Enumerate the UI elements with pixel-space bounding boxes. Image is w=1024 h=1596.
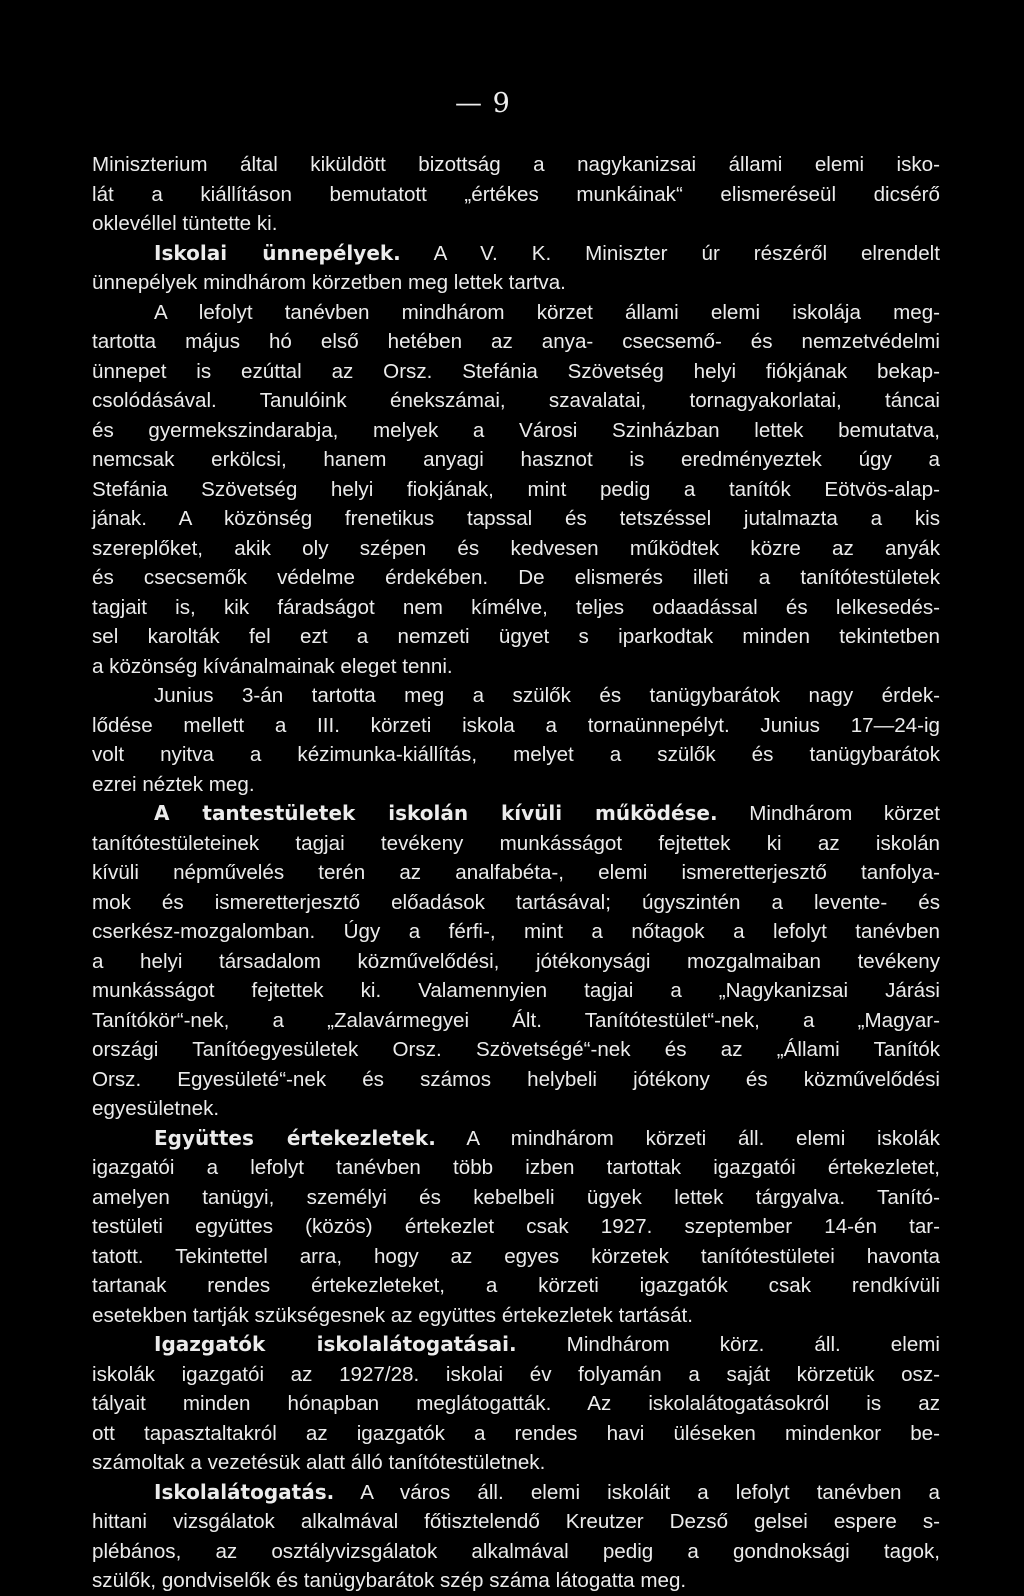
section-heading: Együttes értekezletek.	[154, 1125, 436, 1150]
text-line: ott tapasztaltakról az igazgatók a rendes havi üléseken mindenkor be-	[92, 1421, 940, 1445]
text-segment: Mindhárom körz. áll. elemi	[516, 1333, 941, 1356]
text-line: nemcsak erkölcsi, hanem anyagi hasznot is eredményeztek úgy a	[92, 448, 940, 471]
text-line: A lefolyt tanévben mindhárom körzet állami elemi iskolája meg-	[154, 300, 940, 324]
text-line: amelyen tanügyi, személyi és kebelbeli ügyek lettek tárgyalva. Tanító-	[92, 1185, 940, 1209]
text-line: igazgatói a lefolyt tanévben több izben tartottak igazgatói értekezletet,	[92, 1156, 940, 1179]
text-segment: Mindhárom körzet	[717, 802, 940, 825]
text-line: sel karolták fel ezt a nemzeti ügyet s iparkodtak minden tekintetben	[92, 625, 940, 648]
text-segment: A mindhárom körzeti áll. elemi iskolák	[435, 1126, 940, 1150]
text-line: és gyermekszindarabja, melyek a Városi Szinházban lettek bemutatva,	[92, 418, 940, 442]
text-line: a helyi társadalom közművelődési, jótékonysági mozgalmaiban tevékeny	[92, 949, 940, 973]
text-line: tartanak rendes értekezleteket, a körzeti igazgatók csak rendkívüli	[92, 1274, 940, 1297]
text-segment: A V. K. Miniszter úr részéről elrendelt	[400, 241, 940, 265]
text-line: ünnepet is ezúttal az Orsz. Stefánia Szövetség helyi fiókjának bekap-	[92, 359, 940, 383]
text-line	[92, 1330, 940, 1360]
text-line: tályait minden hónapban meglátogatták. Az iskolalátogatásokról is az	[92, 1392, 940, 1415]
text-line: testületi együttes (közös) értekezlet csak 1927. szeptember 14-én tar-	[92, 1215, 940, 1238]
text-segment: A város áll. elemi iskoláit a lefolyt tanévben a	[334, 1480, 940, 1504]
text-line: munkásságot fejtettek ki. Valamennyien tagjai a „Nagykanizsai Járási	[92, 979, 940, 1002]
text-line: volt nyitva a kézimunka-kiállítás, melyet a szülők és tanügybarátok	[92, 743, 940, 766]
text-line: Tanítókör“-nek, a „Zalavármegyei Ált. Tanítótestület“-nek, a „Magyar-	[92, 1008, 940, 1032]
text-line: szülők, gondviselők és tanügybarátok szép száma látogatta meg.	[92, 1569, 687, 1592]
text-line: számoltak a vezetésük alatt álló tanítótestületnek.	[92, 1451, 546, 1474]
text-line: jának. A közönség frenetikus tapssal és tetszéssel jutalmazta a kis	[92, 507, 940, 530]
text-line: és csecsemők védelme érdekében. De elismerés illeti a tanítótestületek	[92, 566, 940, 589]
text-line: tanítótestületeinek tagjai tevékeny munkásságot fejtettek ki az iskolán	[92, 831, 940, 855]
body-text	[92, 150, 940, 1596]
text-line: iskolák igazgatói az 1927/28. iskolai év folyamán a saját körzetük osz-	[92, 1362, 940, 1386]
text-line: plébános, az osztályvizsgálatok alkalmával pedig a gondnoksági tagok,	[92, 1539, 940, 1563]
text-line: Miniszterium által kiküldött bizottság a nagykanizsai állami elemi isko-	[92, 153, 940, 176]
text-line: tartotta május hó első hetében az anya- csecsemő- és nemzetvédelmi	[92, 330, 940, 353]
text-line: oklevéllel tüntette ki.	[92, 212, 278, 235]
text-line	[92, 239, 940, 269]
section-heading: Iskolai ünnepélyek.	[154, 240, 401, 265]
text-line: országi Tanítóegyesületek Orsz. Szövetségé“-nek és az „Állami Tanítók	[92, 1038, 940, 1061]
text-line: mok és ismeretterjesztő előadások tartásával; úgyszintén a levente- és	[92, 890, 940, 914]
text-line: Orsz. Egyesületé“-nek és számos helybeli jótékony és közművelődési	[92, 1067, 940, 1091]
text-line: tatott. Tekintettel arra, hogy az egyes körzetek tanítótestületei havonta	[92, 1244, 940, 1268]
text-line: tagjait is, kik fáradságot nem kímélve, teljes odaadással és lelkesedés-	[92, 595, 940, 619]
section-heading: A tantestületek iskolán kívüli működése.	[154, 801, 718, 825]
page-number: — 9	[455, 88, 511, 119]
text-line: egyesületnek.	[92, 1097, 220, 1120]
text-line: szereplőket, akik oly szépen és kedvesen működtek közre az anyák	[92, 536, 940, 560]
text-line: csolódásával. Tanulóink énekszámai, szavalatai, tornagyakorlatai, táncai	[92, 389, 940, 412]
section-heading: Igazgatók iskolalátogatásai.	[154, 1332, 517, 1356]
text-line: Stefánia Szövetség helyi fiokjának, mint pedig a tanítók Eötvös-alap-	[92, 477, 940, 501]
text-line: hittani vizsgálatok alkalmával főtisztelendő Kreutzer Dezső gelsei espere s-	[92, 1510, 940, 1533]
text-line: ezrei néztek meg.	[92, 772, 255, 796]
text-line: Junius 3-án tartotta meg a szülők és tanügybarátok nagy érdek-	[154, 684, 940, 707]
text-line	[92, 799, 940, 829]
text-line: cserkész-mozgalomban. Úgy a férfi-, mint a nőtagok a lefolyt tanévben	[92, 920, 940, 943]
text-line: ünnepélyek mindhárom körzetben meg lettek tartva.	[92, 271, 566, 294]
text-line: lát a kiállításon bemutatott „értékes munkáinak“ elismeréseül dicsérő	[92, 182, 940, 206]
text-line	[92, 1124, 940, 1154]
text-line: lődése mellett a III. körzeti iskola a tornaünnepélyt. Junius 17—24-ig	[92, 713, 940, 737]
text-line: kívüli népművelés terén az analfabéta-, elemi ismeretterjesztő tanfolya-	[92, 861, 940, 884]
text-line	[92, 1478, 940, 1508]
text-line: esetekben tartják szükségesnek az együttes értekezletek tartását.	[92, 1303, 693, 1327]
section-heading: Iskolalátogatás.	[154, 1479, 335, 1504]
text-line: a közönség kívánalmainak eleget tenni.	[92, 654, 453, 678]
